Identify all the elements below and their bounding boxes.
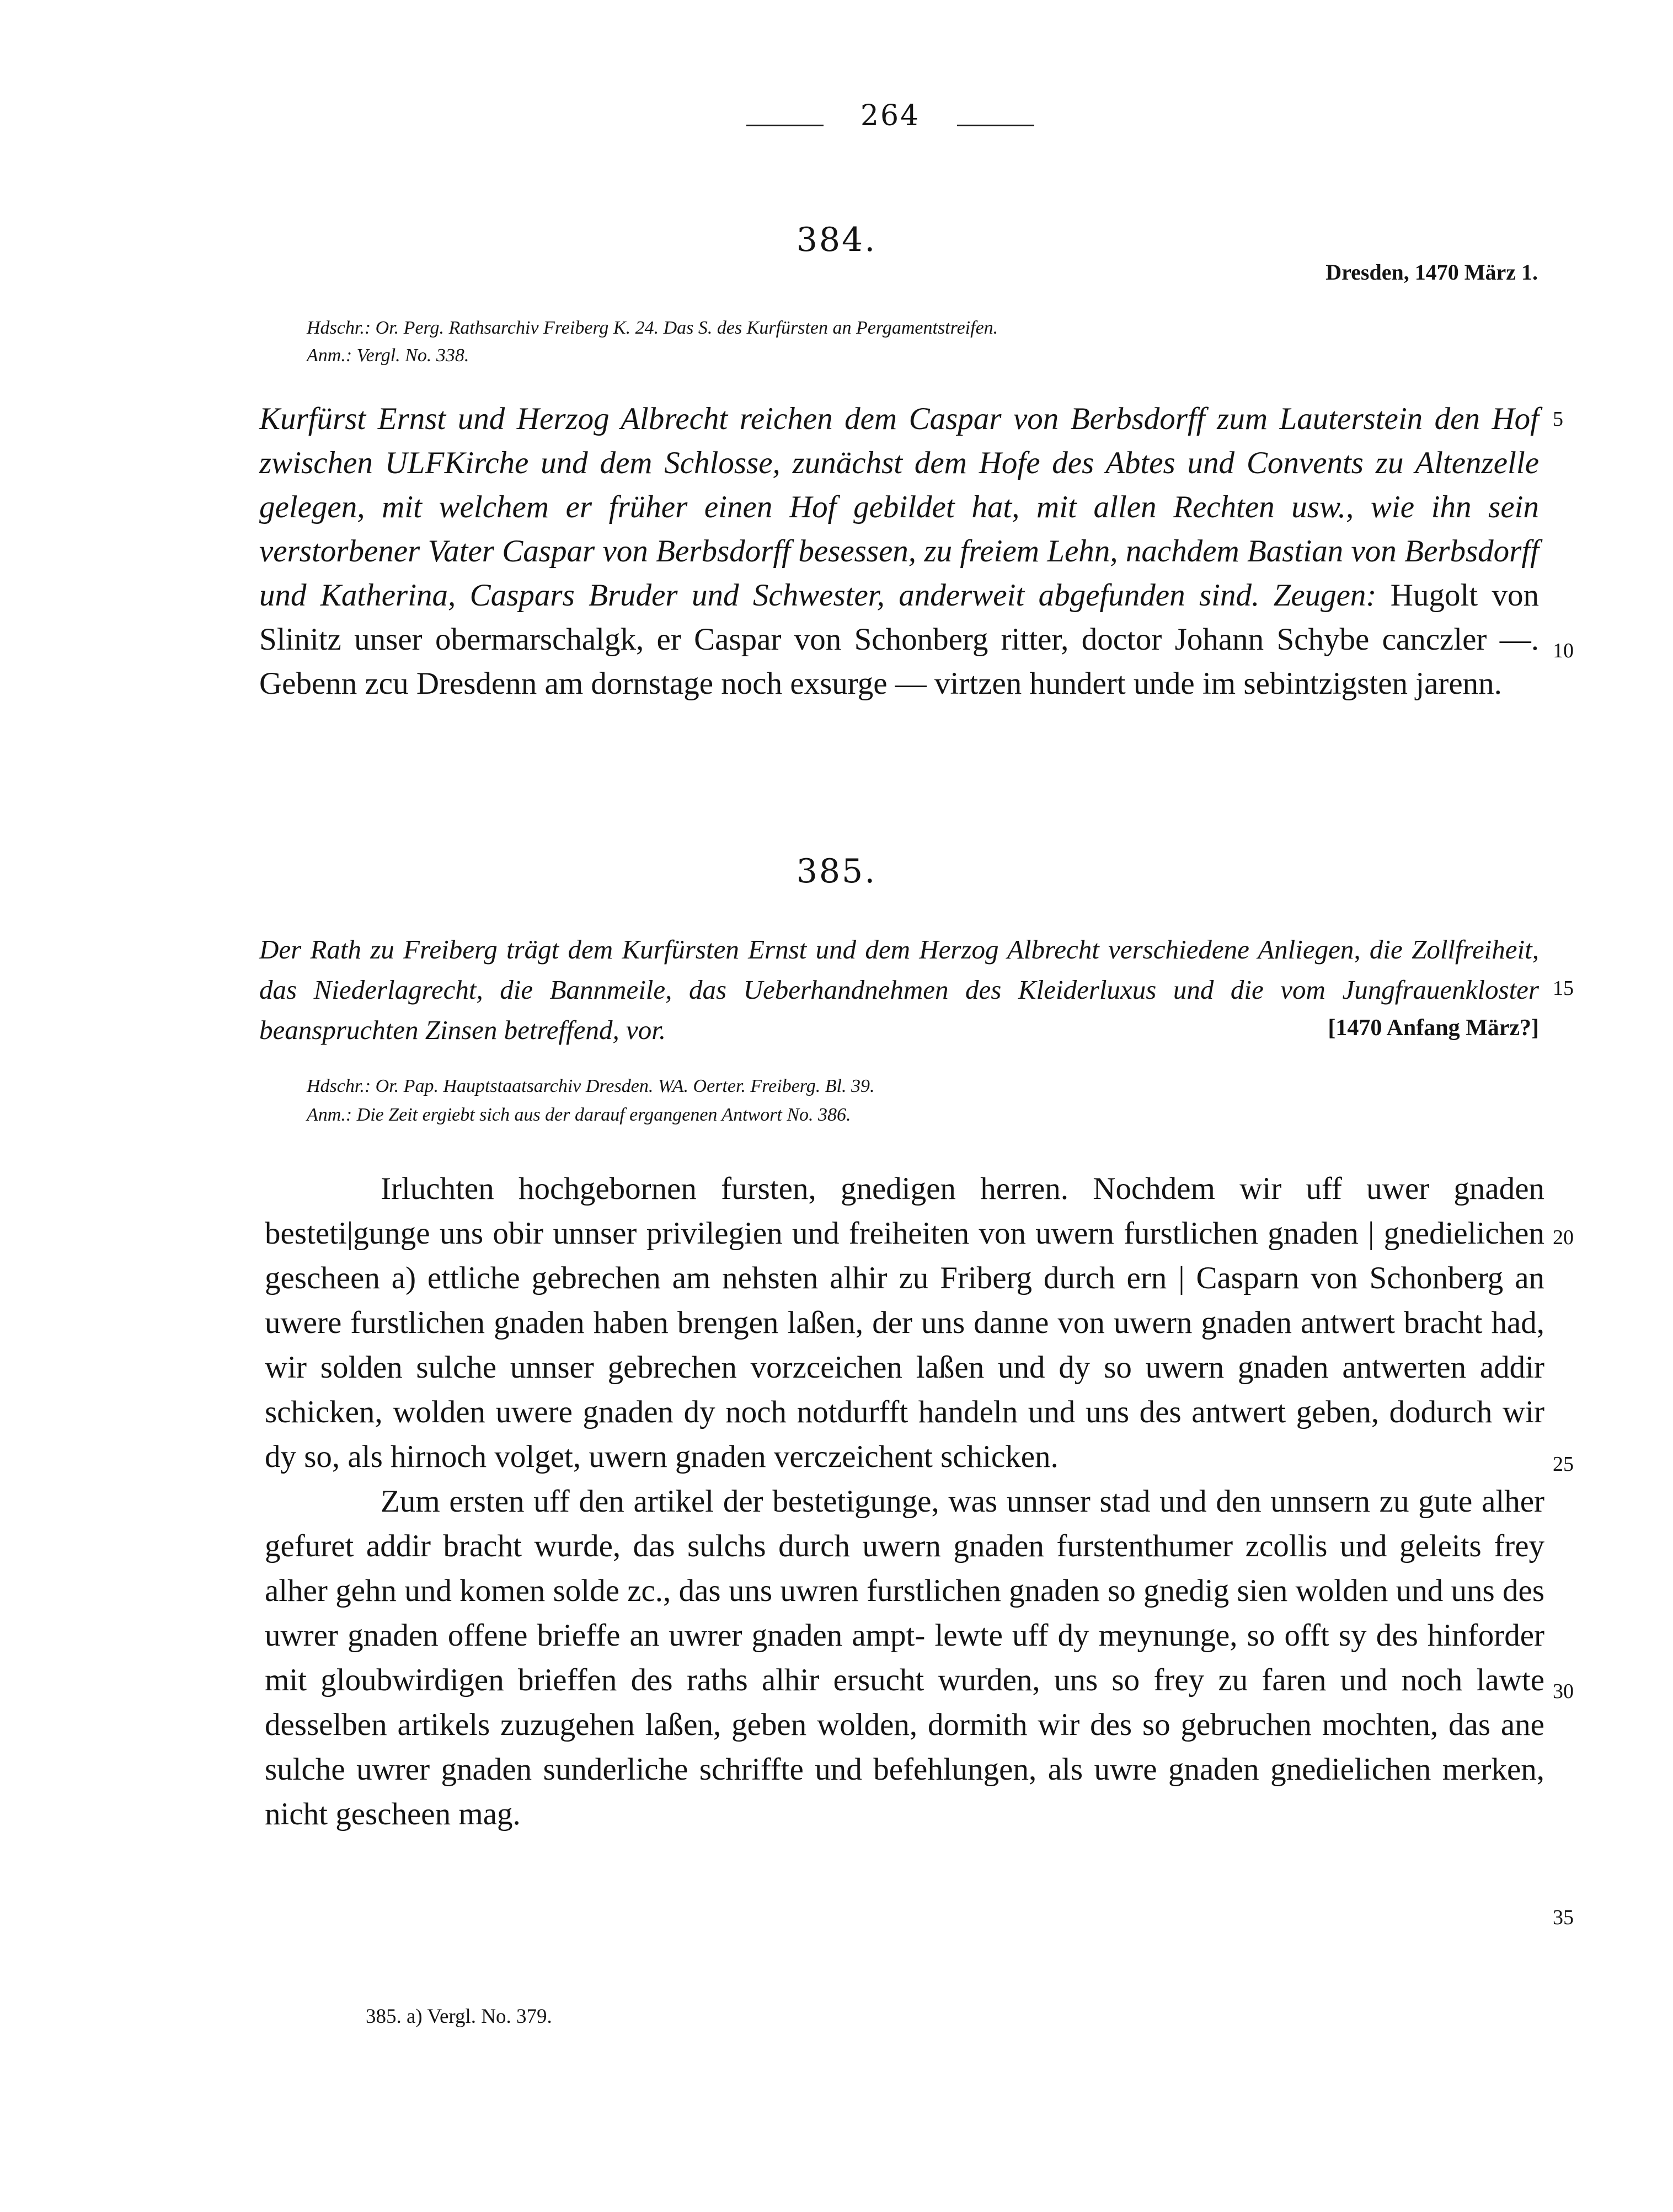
entry-384-regest: [259, 397, 1539, 706]
entry-385-paragraph-2: Zum ersten uff den artikel der bestetigunge, was unnser stad und den unnsern zu gute alher gefuret addir bracht wurde, das sulchs durch uwern gnaden furstenthumer zcollis und geleits frey alher gehn und komen solde zc., das uns uwren furstlichen gnaden so gnedig sien wolden und uns des uwrer gnaden offene brieffe an uwrer gnaden ampt- lewte uff dy meynunge, so offt sy des hinforder mit gloubwirdigen brieffen des raths alhir ersucht wurden, uns so frey zu faren und noch lawte desselben artikels zuzugehen laßen, geben wolden, dormith wir des so gebruchen mochten, das ane sulche uwrer gnaden sunderliche schriffte und befehlungen, als uwre gnaden gnedielichen merken, nicht gescheen mag.: [265, 1484, 1544, 1831]
entry-385-date: [1470 Anfang März?]: [1328, 1015, 1539, 1041]
entry-385-annotation: Anm.: Die Zeit ergiebt sich aus der darauf ergangenen Antwort No. 386.: [307, 1105, 851, 1125]
page-number: 264: [860, 99, 921, 132]
line-number: 35: [1553, 1906, 1574, 1929]
page-header: [0, 93, 1673, 148]
entry-384-number: 384.: [796, 221, 877, 259]
line-number: 25: [1553, 1453, 1574, 1476]
entry-384-regest-text: Kurfürst Ernst und Herzog Albrecht reichen dem Caspar von Berbsdorff zum Lauterstein den Hof zwischen ULFKirche und dem Schlosse, zunächst dem Hofe des Abtes und Convents zu Altenzelle gelegen, mit welchem er früher einen Hof gebildet hat, mit allen Rechten usw., wie ihn sein verstorbener Vater Caspar von Berbsdorff besessen, zu freiem Lehn, nachdem Bastian von Berbsdorff und Katherina, Caspars Bruder und Schwester, anderweit abgefunden sind.: [259, 401, 1539, 613]
line-number: 20: [1553, 1226, 1574, 1249]
line-number: 30: [1553, 1680, 1574, 1703]
entry-385-number: 385.: [796, 852, 877, 891]
entry-384-source-note: Hdschr.: Or. Perg. Rathsarchiv Freiberg K. 24. Das S. des Kurfürsten an Pergamentstreifen.: [307, 318, 998, 338]
header-rule-right: [957, 125, 1034, 126]
entry-384-quote: Hugolt von Slinitz unser obermarschalgk, er Caspar von Schonberg ritter, doctor Johann Schybe canczler —. Gebenn zcu Dresdenn am dornstage noch exsurge — virtzen hundert unde im sebintzigsten jarenn.: [259, 578, 1540, 701]
entry-385-regest: Der Rath zu Freiberg trägt dem Kurfürsten Ernst und dem Herzog Albrecht verschiedene Anliegen, die Zollfreiheit, das Niederlagrecht, die Bannmeile, das Ueberhandnehmen des Kleiderluxus und die vom Jungfrauenkloster beanspruchten Zinsen betreffend, vor.: [259, 934, 1539, 1045]
entry-385-paragraph-1: Irluchten hochgebornen fursten, gnedigen herren. Nochdem wir uff uwer gnaden besteti|gunge uns obir unnser privilegien und freiheiten von uwern furstlichen gnaden | gnedielichen gescheen a) ettliche gebrechen am nehsten alhir zu Friberg durch ern | Casparn von Schonberg an uwere furstlichen gnaden haben brengen laßen, der uns danne von uwern gnaden antwert bracht had, wir solden sulche unnser gebrechen vorzceichen laßen und dy so uwern gnaden antwerten addir schicken, wolden uwere gnaden dy noch notdurfft handeln und uns des antwert geben, dodurch wir dy so, als hirnoch volget, uwern gnaden verczeichent schicken.: [265, 1171, 1544, 1474]
line-number: 10: [1553, 639, 1574, 662]
entry-385-source-note: Hdschr.: Or. Pap. Hauptstaatsarchiv Dresden. WA. Oerter. Freiberg. Bl. 39.: [307, 1076, 875, 1096]
line-number: 15: [1553, 977, 1574, 1000]
entry-384-annotation: Anm.: Vergl. No. 338.: [307, 345, 469, 366]
entry-385-body: [265, 1166, 1544, 1836]
entry-384-witness-label: Zeugen:: [1273, 578, 1377, 613]
footnote: 385. a) Vergl. No. 379.: [366, 2005, 552, 2028]
entry-384-place-date: Dresden, 1470 März 1.: [1325, 260, 1538, 285]
header-rule-left: [746, 125, 824, 126]
line-number: 5: [1553, 408, 1563, 431]
